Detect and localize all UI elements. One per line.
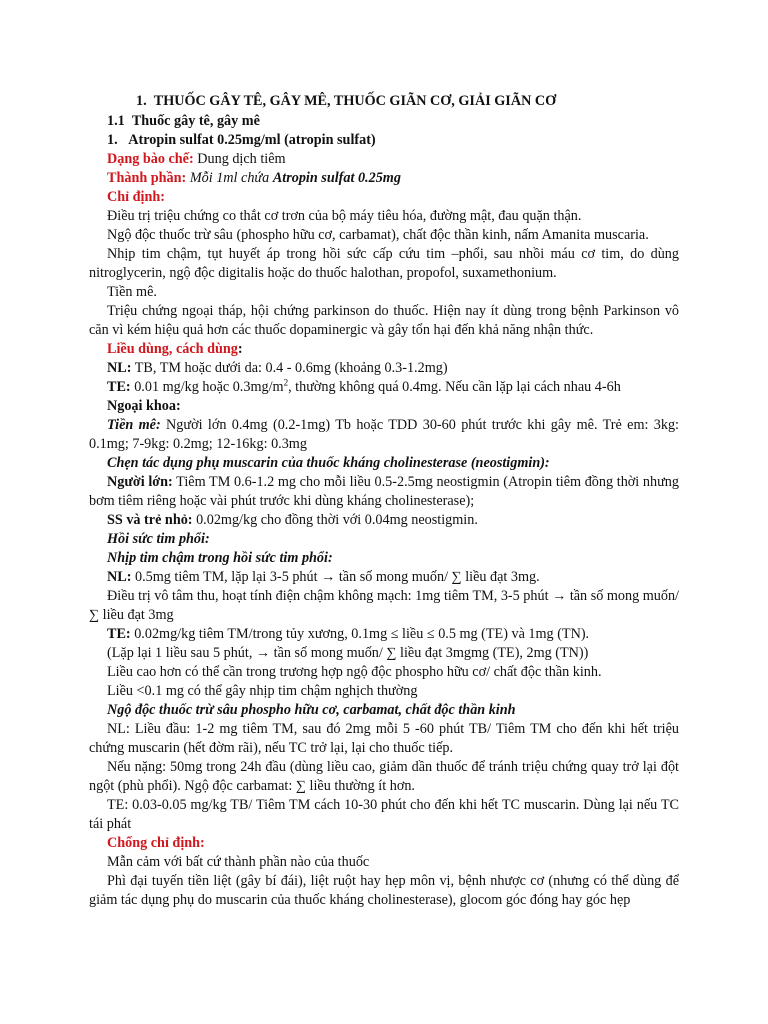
dosage-form-label: Dạng bào chế:	[107, 151, 194, 167]
premed-label: Tiền mê:	[107, 417, 161, 433]
poisoning-adult-line: NL: Liều đầu: 1-2 mg tiêm TM, sau đó 2mg mỗi 5 -60 phút TB/ Tiêm TM cho đến khi hết triệu chứng muscarin (hết đờm rãi), nếu TC trở lại, lại cho thuốc tiếp.	[89, 721, 679, 756]
composition-label: Thành phần:	[107, 170, 187, 186]
bradycardia-label: Nhịp tim chậm trong hồi sức tim phổi:	[107, 550, 333, 566]
child-dose-line	[89, 378, 679, 397]
adult-text: Tiêm TM 0.6-1.2 mg cho mỗi liều 0.5-2.5mg neostigmin (Atropin tiêm đồng thời nhưng bơm tiêm riêng hoặc vài phút trước khi dùng kháng cholinesterase);	[89, 474, 679, 509]
infant-text: 0.02mg/kg cho đồng thời với 0.04mg neostigmin.	[192, 512, 478, 528]
poisoning-child-line: TE: 0.03-0.05 mg/kg TB/ Tiêm TM cách 10-30 phút cho đến khi hết TC muscarin. Dùng lại nếu TC tái phát	[89, 797, 679, 832]
te-text-b: , thường không quá 0.4mg. Nếu cần lặp lại cách nhau 4-6h	[288, 379, 621, 395]
indication-item: Điều trị triệu chứng co thắt cơ trơn của bộ máy tiêu hóa, đường mật, đau quặn thận.	[107, 208, 582, 224]
adult-label: Người lớn:	[107, 474, 173, 490]
brady-te-text: 0.02mg/kg tiêm TM/trong tủy xương, 0.1mg ≤ liều ≤ 0.5 mg (TE) và 1mg (TN).	[130, 626, 590, 642]
te-superscript: 2	[283, 377, 289, 388]
indication-item: Ngộ độc thuốc trừ sâu (phospho hữu cơ, carbamat), chất độc thần kinh, nấm Amanita muscaria.	[107, 227, 649, 243]
contraindication-label: Chống chỉ định:	[107, 835, 205, 851]
cpr-label: Hồi sức tim phổi:	[107, 531, 210, 547]
dosage-label: Liều dùng, cách dùng	[107, 341, 238, 357]
higher-dose-line: Liều cao hơn có thể cần trong trương hợp ngộ độc phospho hữu cơ/ chất độc thần kinh.	[107, 664, 602, 680]
contraindication-item: Mẫn cảm với bất cứ thành phần nào của thuốc	[107, 854, 370, 870]
poisoning-severe-line: Nếu nặng: 50mg trong 24h đầu (dùng liều cao, giảm dần thuốc để tránh triệu chứng quay trở lại đột ngột (phù phổi). Ngộ độc carbamat: ∑ liều thường ít hơn.	[89, 759, 679, 794]
document-body	[89, 92, 679, 910]
neostigmin-block-label: Chẹn tác dụng phụ muscarin của thuốc kháng cholinesterase (neostigmin):	[107, 455, 550, 471]
premed-text: Người lớn 0.4mg (0.2-1mg) Tb hoặc TDD 30-60 phút trước khi gây mê. Trẻ em: 3kg: 0.1mg; 7-9kg: 0.2mg; 12-16kg: 0.3mg	[89, 417, 680, 452]
brady-nl-label: NL:	[107, 569, 132, 585]
surgery-label: Ngoại khoa:	[107, 398, 181, 414]
adult-dose-line	[89, 359, 679, 378]
brady-child-line	[89, 625, 679, 644]
composition-value-bold: Atropin sulfat 0.25mg	[272, 170, 401, 186]
dosage-heading	[89, 340, 679, 359]
infant-label: SS và trẻ nhỏ:	[107, 512, 193, 528]
dosage-form-line	[89, 150, 679, 169]
brady-te-label: TE:	[107, 626, 131, 642]
low-dose-warning: Liều <0.1 mg có thể gây nhịp tim chậm nghịch thường	[107, 683, 418, 699]
premedication-line	[89, 416, 679, 454]
indication-item: Triệu chứng ngoại tháp, hội chứng parkinson do thuốc. Hiện nay ít dùng trong bệnh Parkinson vô căn vì kém hiệu quả hơn các thuốc dopaminergic và gây tổn hại đến khả năng nhận thức.	[89, 303, 679, 338]
indication-item: Nhịp tim chậm, tụt huyết áp trong hồi sức cấp cứu tim –phổi, sau nhồi máu cơ tim, do dùng nitroglycerin, ngộ độc digitalis hoặc do thuốc halothan, propofol, suxamethonium.	[89, 246, 679, 281]
indication-item: Tiền mê.	[107, 284, 157, 300]
dosage-label-colon: :	[237, 341, 243, 357]
poisoning-label: Ngộ độc thuốc trừ sâu phospho hữu cơ, carbamat, chất độc thần kinh	[107, 702, 516, 718]
brady-nl-text: 0.5mg tiêm TM, lặp lại 3-5 phút → tần số mong muốn/ ∑ liều đạt 3mg.	[131, 569, 540, 585]
te-text-a: 0.01 mg/kg hoặc 0.3mg/m	[130, 379, 284, 395]
composition-value: Mỗi 1ml chứa	[186, 170, 273, 186]
neostigmin-adult-line	[89, 473, 679, 511]
te-label: TE:	[107, 379, 131, 395]
repeat-dose-line: (Lặp lại 1 liều sau 5 phút, → tần số mong muốn/ ∑ liều đạt 3mgmg (TE), 2mg (TN))	[107, 645, 589, 661]
neostigmin-infant-line	[89, 511, 679, 530]
composition-line	[89, 169, 679, 188]
chapter-title: 1. THUỐC GÂY TÊ, GÂY MÊ, THUỐC GIÃN CƠ, GIẢI GIÃN CƠ	[136, 93, 557, 109]
section-title: 1.1 Thuốc gây tê, gây mê	[107, 113, 260, 129]
brady-adult-line	[89, 568, 679, 587]
dosage-form-value: Dung dịch tiêm	[193, 151, 286, 167]
nl-text: TB, TM hoặc dưới da: 0.4 - 0.6mg (khoảng 0.3-1.2mg)	[131, 360, 448, 376]
drug-title: 1. Atropin sulfat 0.25mg/ml (atropin sulfat)	[107, 132, 376, 148]
asystole-line: Điều trị vô tâm thu, hoạt tính điện chậm không mạch: 1mg tiêm TM, 3-5 phút → tần số mong muốn/ ∑ liều đạt 3mg	[89, 588, 679, 623]
nl-label: NL:	[107, 360, 132, 376]
contraindication-item: Phì đại tuyến tiền liệt (gây bí đái), liệt ruột hay hẹp môn vị, bệnh nhược cơ (nhưng có thể dùng để giảm tác dụng phụ do muscarin của thuốc kháng cholinesterase), glocom góc đóng hay góc hẹp	[89, 873, 679, 908]
indication-label: Chỉ định:	[107, 189, 165, 205]
